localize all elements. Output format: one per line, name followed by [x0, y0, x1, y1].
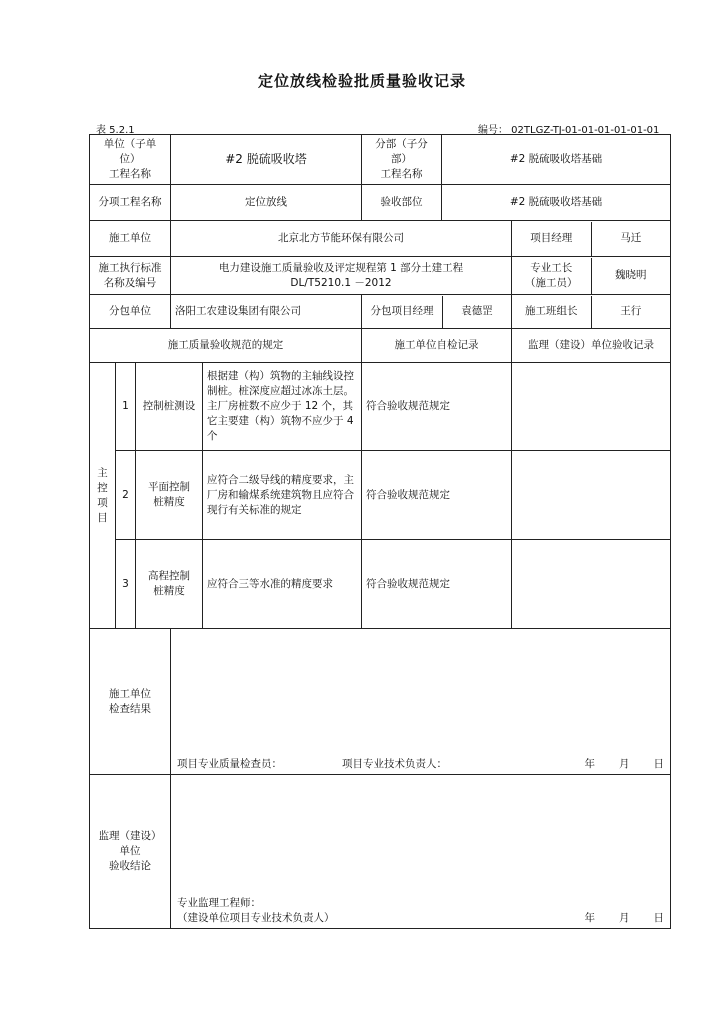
row-contractor-result: [90, 629, 671, 775]
project-manager-value: 马迁: [620, 232, 642, 244]
standard-label: 施工执行标准 名称及编号: [90, 257, 171, 295]
tech-lead-label: 项目专业技术负责人：: [342, 758, 447, 770]
item-number: 3: [116, 540, 136, 629]
row-contractor: [90, 221, 671, 257]
item-name: 高程控制 桩精度: [136, 540, 203, 629]
row-supervision-result: [90, 775, 671, 929]
contractor-result-body: [171, 629, 671, 775]
day-label: 日: [653, 758, 665, 770]
sub-pm-label: 分包项目经理: [362, 296, 443, 328]
team-leader-label: 施工班组长: [512, 296, 592, 328]
year-label: 年: [584, 758, 596, 770]
sub-project-label: 分部（子分部） 工程名称: [362, 135, 442, 185]
supervision-signature-line: [177, 911, 664, 926]
day-label: 日: [653, 912, 665, 924]
item-number: 2: [116, 451, 136, 540]
month-label: 月: [619, 758, 630, 770]
inspection-form: [89, 134, 671, 929]
contractor-result-label: 施工单位 检查结果: [90, 629, 171, 775]
main-control-label: 主 控 项 目: [90, 363, 116, 629]
item-supervision: [512, 363, 671, 451]
item-number: 1: [116, 363, 136, 451]
project-manager-cell: [512, 221, 671, 257]
item-supervision: [512, 451, 671, 540]
row-standard: [90, 257, 671, 295]
contractor-label: 施工单位: [90, 221, 171, 257]
table-row: [90, 363, 671, 451]
item-self-check: 符合验收规范规定: [362, 540, 512, 629]
month-label: 月: [619, 912, 630, 924]
supervision-engineer-note: （建设单位项目专业技术负责人）: [177, 912, 335, 924]
team-leader-value: 王行: [620, 305, 642, 317]
item-name: 控制桩测设: [136, 363, 203, 451]
foreman-value: 魏晓明: [615, 269, 647, 281]
column-header-spec: 施工质量验收规范的规定: [90, 329, 362, 363]
table-row: [90, 540, 671, 629]
sub-project-value: #2 脱硫吸收塔基础: [442, 135, 671, 185]
item-self-check: 符合验收规范规定: [362, 451, 512, 540]
subcontractor-value: 洛阳工农建设集团有限公司: [171, 295, 362, 329]
item-self-check: 符合验收规范规定: [362, 363, 512, 451]
column-header-self-check: 施工单位自检记录: [362, 329, 512, 363]
item-project-label: 分项工程名称: [90, 185, 171, 221]
contractor-value: 北京北方节能环保有限公司: [171, 221, 512, 257]
row-column-headers: [90, 329, 671, 363]
item-requirement: 应符合二级导线的精度要求，主厂房和输煤系统建筑物且应符合现行有关标准的规定: [203, 451, 362, 540]
team-leader-cell: [512, 295, 671, 329]
column-header-supervision: 监理（建设）单位验收记录: [512, 329, 671, 363]
foreman-cell: [512, 257, 671, 295]
foreman-label: 专业工长 （施工员）: [512, 258, 592, 294]
row-unit-project: [90, 135, 671, 185]
supervision-result-label: 监理（建设） 单位 验收结论: [90, 775, 171, 929]
item-project-value: 定位放线: [171, 185, 362, 221]
contractor-signature-line: [177, 757, 664, 772]
accept-part-label: 验收部位: [362, 185, 442, 221]
quality-inspector-label: 项目专业质量检查员：: [177, 758, 282, 770]
item-requirement: 应符合三等水准的精度要求: [203, 540, 362, 629]
year-label: 年: [584, 912, 596, 924]
item-name: 平面控制 桩精度: [136, 451, 203, 540]
row-subcontractor: [90, 295, 671, 329]
serial-number: 编号： 02TLGZ-TJ-01-01-01-01-01-01: [478, 125, 660, 136]
subcontractor-label: 分包单位: [90, 295, 171, 329]
table-row: [90, 451, 671, 540]
sub-pm-cell: [362, 295, 512, 329]
item-supervision: [512, 540, 671, 629]
sub-pm-value: 袁德罡: [461, 305, 493, 317]
row-item-project: [90, 185, 671, 221]
item-requirement: 根据建（构）筑物的主轴线设控制桩。桩深度应超过冰冻土层。主厂房桩数不应少于 12 个，其它主要建（构）筑物不应少于 4 个: [203, 363, 362, 451]
accept-part-value: #2 脱硫吸收塔基础: [442, 185, 671, 221]
unit-project-label: 单位（子单位） 工程名称: [90, 135, 171, 185]
page-title: 定位放线检验批质量验收记录: [257, 72, 466, 90]
supervision-engineer-label: 专业监理工程师：: [177, 897, 261, 909]
date-group: [585, 757, 665, 772]
standard-value: 电力建设施工质量验收及评定规程第 1 部分土建工程 DL/T5210.1 －2012: [171, 257, 512, 295]
project-manager-label: 项目经理: [512, 222, 592, 256]
date-group: [585, 911, 665, 926]
unit-project-value: #2 脱硫吸收塔: [171, 135, 362, 185]
supervision-result-body: [171, 775, 671, 929]
table-number: 表 5.2.1: [96, 125, 135, 136]
